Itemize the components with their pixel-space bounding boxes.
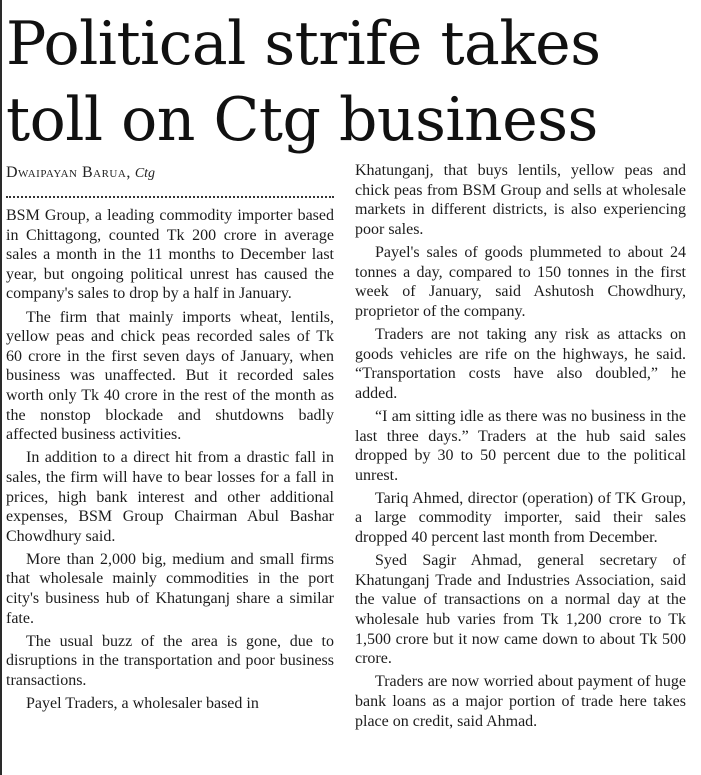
paragraph: The usual buzz of the area is gone, due to disruptions in the transportation and poor business transactions. <box>6 632 334 690</box>
paragraph: Traders are now worried about payment of huge bank loans as a major portion of trade here takes place on credit, said Ahmad. <box>355 673 686 730</box>
paragraph: Traders are not taking any risk as attacks on goods vehicles are rife on the highways, he said. “Transportation costs have also doubled,” he added. <box>355 325 686 402</box>
paragraph: Tariq Ahmed, director (operation) of TK Group, a large commodity importer, said their sales dropped 40 percent last month from December. <box>355 489 686 547</box>
paragraph: In addition to a direct hit from a drastic fall in sales, the firm will have to bear losses for a fall in prices, high bank interest and other additional expenses, BSM Group Chairman Abul Bashar Chowdhury said. <box>6 449 334 545</box>
byline-author: Dwaipayan Barua, <box>6 164 131 181</box>
paragraph: “I am sitting idle as there was no business in the last three days.” Traders at the hub said sales dropped by 30 to 50 percent due to the political unrest. <box>355 407 686 484</box>
paragraph: Payel's sales of goods plummeted to about 24 tonnes a day, compared to 150 tonnes in the first week of January, said Ashutosh Chowdhury, proprietor of the company. <box>355 243 686 320</box>
paragraph: More than 2,000 big, medium and small firms that wholesale mainly commodities in the port city's business hub of Khatunganj share a similar fate. <box>6 550 334 627</box>
headline: Political strife takes toll on Ctg business <box>6 9 601 155</box>
article-column-2 <box>355 161 686 731</box>
paragraph: Khatunganj, that buys lentils, yellow peas and chick peas from BSM Group and sells at wholesale markets in different districts, is also experiencing poor sales. <box>355 162 686 238</box>
byline <box>6 164 155 182</box>
paragraph: Syed Sagir Ahmad, general secretary of Khatunganj Trade and Industries Association, said the value of transactions on a normal day at the wholesale hub varies from Tk 1,200 crore to Tk 1,500 crore but it now came down to about Tk 500 crore. <box>355 552 686 668</box>
article-column-1 <box>6 206 334 714</box>
paragraph: Payel Traders, a wholesaler based in <box>26 695 259 713</box>
paragraph: BSM Group, a leading commodity importer based in Chittagong, counted Tk 200 crore in average sales a month in the 11 months to December last year, but ongoing political unrest has caused the company's sales to drop by a half in January. <box>6 207 334 303</box>
byline-location: Ctg <box>134 166 156 181</box>
paragraph: The firm that mainly imports wheat, lentils, yellow peas and chick peas recorded sales of Tk 60 crore in the first seven days of January, when business was unaffected. But it recorded sales worth only Tk 40 crore in the rest of the month as the nonstop blockade and shutdowns badly affected business activities. <box>6 308 334 444</box>
byline-divider <box>6 196 334 198</box>
